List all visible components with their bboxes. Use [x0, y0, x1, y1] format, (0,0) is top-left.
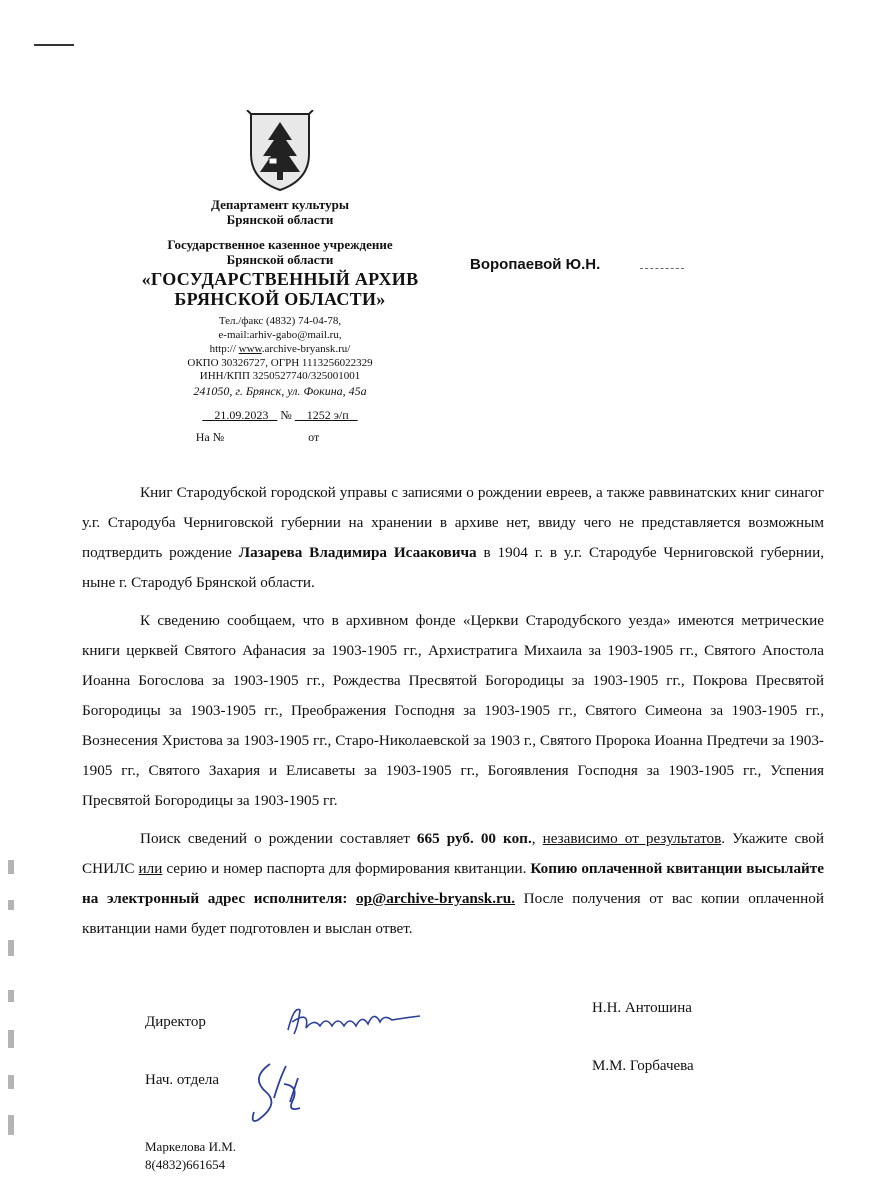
postal-address: 241050, г. Брянск, ул. Фокина, 45а: [193, 384, 367, 399]
bryansk-coat-of-arms-icon: [245, 110, 315, 192]
price: 665 руб. 00 коп.: [416, 830, 532, 847]
reference-line: На № от: [195, 429, 320, 444]
archive-name: «ГОСУДАРСТВЕННЫЙ АРХИВ БРЯНСКОЙ ОБЛАСТИ»: [141, 268, 419, 309]
person-name: Лазарева Владимира Исааковича: [238, 544, 477, 561]
head-name: М.М. Горбачева: [592, 1058, 694, 1074]
executor-info: [145, 1138, 236, 1173]
head-title: Нач. отдела: [145, 1072, 220, 1088]
independent-note: независимо от результатов: [542, 830, 722, 847]
contact-block: [140, 315, 420, 399]
letterhead: [140, 110, 420, 445]
paragraph-3: Поиск сведений о рождении составляет 665 руб. 00 коп., независимо от результатов. Укажите свой СНИЛС или серию и номер паспорта для формирования квитанции. Копию оплаченной квитанции высылайте на электронный адрес исполнителя: op@archive-bryansk.ru. После получения от вас копии оплаченной квитанции нами будет подготовлен и выслан ответ.: [82, 830, 825, 937]
director-signature-icon: [280, 1000, 430, 1044]
website: http:// www.archive-bryansk.ru/: [209, 342, 351, 355]
scan-mark: [34, 44, 74, 46]
institution-type: Государственное казенное учреждение Брянской области: [167, 236, 393, 267]
paragraph-1: Книг Стародубской городской управы с записями о рождении евреев, а также раввинатских книг синагог у.г. Стародуба Черниговской губернии на хранении в архиве нет, ввиду чего не представляется возможным подтвердить рождение Лазарева Владимира Исааковича в 1904 г. в у.г. Стародубе Черниговской губернии, ныне г. Стародуб Брянской области.: [82, 484, 824, 591]
registration-line: 21.09.2023 № 1252 э/п: [214, 408, 349, 423]
letter-date: 21.09.2023: [214, 408, 269, 423]
director-title: Директор: [145, 1014, 206, 1030]
executor-email-link[interactable]: op@archive-bryansk.ru.: [356, 890, 516, 907]
paragraph-2: К сведению сообщаем, что в архивном фонде «Церкви Стародубского уезда» имеются метрические книги церквей Святого Афанасия за 1903-1905 гг., Архистратига Михаила за 1903-1905 гг., Святого Апостола Иоанна Богослова за 1903-1905 гг., Рождества Пресвятой Богородицы за 1903-1905 гг., Покрова Пресвятой Богородицы за 1903-1905 гг., Преображения Господня за 1903-1905 гг., Святого Симеона за 1903-1905 гг., Вознесения Христова за 1903-1905 гг., Старо-Николаевской за 1903 г., Святого Пророка Иоанна Предтечи за 1903-1905 гг., Святого Захария и Елисаветы за 1903-1905 гг., Богоявления Господня за 1903-1905 гг., Успения Пресвятой Богородицы за 1903-1905 гг.: [82, 612, 824, 809]
addressee: Воропаевой Ю.Н.: [470, 256, 601, 273]
department-name: Департамент культуры Брянской области: [211, 197, 349, 227]
executor-name: Маркелова И.М.: [145, 1139, 237, 1154]
letter-number: 1252 э/п: [306, 408, 349, 423]
letter-body: [82, 478, 824, 952]
scan-edge-marks: [6, 860, 20, 1160]
executor-phone: 8(4832)661654: [145, 1156, 226, 1172]
head-signature-icon: [240, 1058, 320, 1130]
okpo-ogrn: ОКПО 30326727, ОГРН 1113256022329: [187, 356, 373, 369]
director-name: Н.Н. Антошина: [592, 1000, 692, 1016]
email: e-mail:arhiv-gabo@mail.ru,: [218, 329, 342, 342]
inn-kpp: ИНН/КПП 3250527740/325001001: [199, 370, 361, 383]
phone: Тел./факс (4832) 74-04-78,: [218, 315, 342, 328]
divider: [640, 268, 684, 269]
